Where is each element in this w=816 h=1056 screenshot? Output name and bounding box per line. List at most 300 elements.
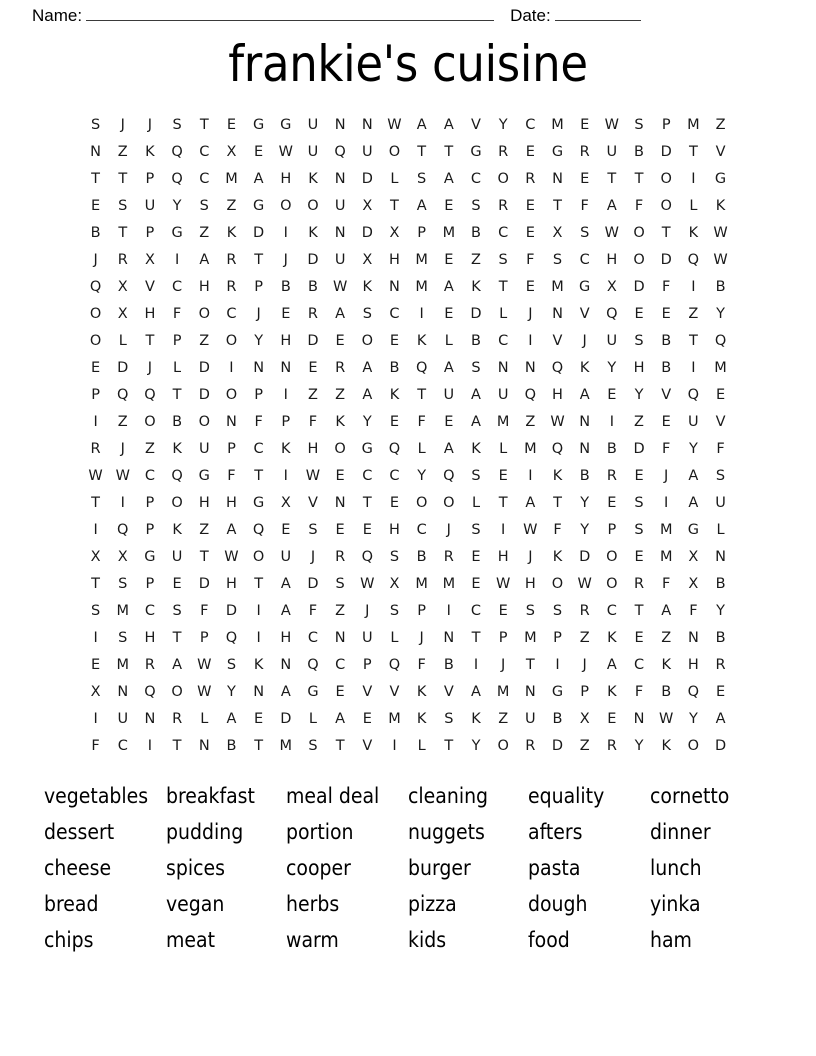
grid-cell[interactable]: N — [334, 225, 346, 241]
grid-cell[interactable]: S — [389, 603, 400, 619]
grid-cell[interactable]: A — [443, 117, 454, 133]
grid-cell[interactable]: P — [254, 279, 263, 295]
grid-cell[interactable]: N — [90, 144, 102, 160]
grid-cell[interactable]: E — [254, 144, 264, 160]
grid-cell[interactable]: E — [580, 171, 590, 187]
grid-cell[interactable]: B — [715, 279, 726, 295]
grid-cell[interactable]: Q — [388, 441, 401, 457]
grid-cell[interactable]: A — [172, 657, 183, 673]
grid-cell[interactable]: H — [497, 549, 509, 565]
grid-cell[interactable]: T — [688, 333, 698, 349]
grid-cell[interactable]: S — [417, 171, 427, 187]
word-list-item[interactable]: ham — [650, 928, 692, 952]
grid-cell[interactable]: F — [634, 198, 644, 214]
grid-cell[interactable]: S — [471, 468, 481, 484]
grid-cell[interactable]: S — [90, 117, 101, 133]
word-list-item[interactable]: pizza — [408, 892, 457, 916]
grid-cell[interactable]: D — [307, 576, 319, 592]
grid-cell[interactable]: R — [335, 360, 346, 376]
grid-cell[interactable]: D — [714, 738, 727, 754]
grid-cell[interactable]: I — [120, 495, 125, 511]
grid-cell[interactable]: C — [470, 603, 482, 619]
grid-cell[interactable]: K — [145, 144, 155, 160]
grid-cell[interactable]: W — [604, 117, 620, 133]
grid-cell[interactable]: V — [715, 144, 726, 160]
grid-cell[interactable]: K — [552, 549, 563, 565]
grid-cell[interactable]: Z — [498, 711, 509, 727]
grid-cell[interactable]: K — [715, 198, 726, 214]
grid-cell[interactable]: D — [198, 360, 210, 376]
grid-cell[interactable]: N — [361, 117, 373, 133]
grid-cell[interactable]: K — [308, 225, 318, 241]
word-list-item[interactable]: dough — [528, 892, 588, 916]
grid-cell[interactable]: M — [496, 414, 510, 430]
grid-cell[interactable]: N — [443, 630, 455, 646]
grid-cell[interactable]: A — [335, 711, 346, 727]
grid-cell[interactable]: F — [526, 252, 535, 268]
grid-cell[interactable]: J — [256, 306, 261, 322]
grid-cell[interactable]: B — [579, 468, 590, 484]
grid-cell[interactable]: O — [144, 414, 156, 430]
grid-cell[interactable]: L — [417, 441, 426, 457]
grid-cell[interactable]: B — [389, 360, 400, 376]
grid-cell[interactable]: I — [555, 657, 560, 673]
grid-cell[interactable]: Y — [227, 684, 236, 700]
grid-cell[interactable]: V — [552, 333, 563, 349]
grid-cell[interactable]: V — [579, 306, 590, 322]
grid-cell[interactable]: I — [93, 414, 98, 430]
grid-cell[interactable]: P — [145, 576, 155, 592]
grid-cell[interactable]: U — [280, 549, 292, 565]
grid-cell[interactable]: C — [199, 171, 210, 187]
grid-cell[interactable]: Q — [714, 333, 727, 349]
grid-cell[interactable]: I — [691, 279, 696, 295]
grid-cell[interactable]: T — [688, 144, 698, 160]
grid-cell[interactable]: P — [553, 630, 562, 646]
grid-cell[interactable]: E — [661, 306, 671, 322]
grid-cell[interactable]: C — [144, 603, 155, 619]
grid-cell[interactable]: B — [443, 657, 454, 673]
grid-cell[interactable]: I — [93, 711, 98, 727]
grid-cell[interactable]: J — [120, 117, 125, 133]
grid-cell[interactable]: J — [528, 306, 533, 322]
grid-cell[interactable]: F — [716, 441, 725, 457]
grid-cell[interactable]: C — [226, 306, 237, 322]
grid-cell[interactable]: R — [226, 279, 237, 295]
grid-cell[interactable]: F — [689, 603, 698, 619]
grid-cell[interactable]: Q — [524, 387, 537, 403]
grid-cell[interactable]: U — [334, 252, 346, 268]
grid-cell[interactable]: D — [633, 441, 645, 457]
grid-cell[interactable]: Y — [417, 468, 427, 484]
grid-cell[interactable]: N — [579, 414, 591, 430]
grid-cell[interactable]: T — [145, 333, 155, 349]
grid-cell[interactable]: J — [664, 468, 669, 484]
grid-cell[interactable]: U — [606, 333, 618, 349]
grid-cell[interactable]: C — [606, 603, 617, 619]
grid-cell[interactable]: E — [91, 198, 101, 214]
grid-cell[interactable]: A — [253, 171, 264, 187]
grid-cell[interactable]: K — [661, 657, 671, 673]
grid-cell[interactable]: C — [498, 333, 509, 349]
grid-cell[interactable]: M — [524, 441, 537, 457]
grid-cell[interactable]: Q — [144, 684, 156, 700]
grid-cell[interactable]: R — [633, 576, 645, 592]
grid-cell[interactable]: F — [172, 306, 182, 322]
grid-cell[interactable]: N — [117, 684, 129, 700]
grid-cell[interactable]: S — [580, 225, 590, 241]
grid-cell[interactable]: I — [419, 306, 424, 322]
grid-cell[interactable]: G — [252, 198, 265, 214]
grid-cell[interactable]: T — [172, 630, 182, 646]
grid-cell[interactable]: X — [688, 576, 699, 592]
word-list-item[interactable]: breakfast — [166, 784, 255, 808]
grid-cell[interactable]: I — [501, 522, 506, 538]
grid-cell[interactable]: L — [417, 738, 426, 754]
grid-cell[interactable]: J — [582, 333, 587, 349]
grid-cell[interactable]: Q — [606, 306, 618, 322]
grid-cell[interactable]: S — [634, 117, 644, 133]
grid-cell[interactable]: K — [607, 630, 617, 646]
grid-cell[interactable]: J — [582, 657, 587, 673]
grid-cell[interactable]: F — [91, 738, 100, 754]
grid-cell[interactable]: A — [471, 387, 481, 403]
grid-cell[interactable]: N — [253, 684, 265, 700]
grid-cell[interactable]: I — [229, 360, 234, 376]
grid-cell[interactable]: S — [90, 603, 101, 619]
grid-cell[interactable]: E — [335, 333, 345, 349]
grid-cell[interactable]: T — [417, 144, 427, 160]
grid-cell[interactable]: E — [525, 279, 535, 295]
grid-cell[interactable]: H — [198, 279, 210, 295]
grid-cell[interactable]: S — [172, 603, 182, 619]
grid-cell[interactable]: U — [144, 198, 156, 214]
grid-cell[interactable]: E — [362, 711, 372, 727]
grid-cell[interactable]: Q — [415, 360, 428, 376]
grid-cell[interactable]: D — [361, 171, 373, 187]
grid-cell[interactable]: W — [387, 117, 402, 133]
grid-cell[interactable]: V — [715, 414, 726, 430]
grid-cell[interactable]: P — [362, 657, 372, 673]
grid-cell[interactable]: T — [444, 738, 454, 754]
grid-cell[interactable]: H — [144, 630, 156, 646]
grid-cell[interactable]: L — [444, 333, 453, 349]
grid-cell[interactable]: W — [713, 252, 728, 268]
grid-cell[interactable]: S — [471, 360, 481, 376]
grid-cell[interactable]: P — [254, 387, 263, 403]
grid-cell[interactable]: Z — [688, 306, 699, 322]
grid-cell[interactable]: J — [528, 549, 533, 565]
grid-cell[interactable]: U — [497, 387, 509, 403]
grid-cell[interactable]: A — [280, 603, 291, 619]
grid-cell[interactable]: D — [307, 333, 319, 349]
grid-cell[interactable]: K — [661, 738, 671, 754]
grid-cell[interactable]: X — [606, 279, 617, 295]
grid-cell[interactable]: C — [335, 657, 346, 673]
grid-cell[interactable]: T — [118, 225, 128, 241]
grid-cell[interactable]: L — [499, 306, 508, 322]
grid-cell[interactable]: I — [283, 225, 288, 241]
grid-cell[interactable]: M — [415, 279, 428, 295]
grid-cell[interactable]: U — [715, 495, 726, 511]
grid-cell[interactable]: W — [713, 225, 728, 241]
grid-cell[interactable]: A — [579, 387, 590, 403]
grid-cell[interactable]: O — [307, 198, 319, 214]
grid-cell[interactable]: T — [335, 738, 345, 754]
grid-cell[interactable]: C — [416, 522, 427, 538]
grid-cell[interactable]: C — [389, 468, 400, 484]
grid-cell[interactable]: Z — [579, 738, 590, 754]
grid-cell[interactable]: L — [200, 711, 209, 727]
word-list-item[interactable]: vegetables — [44, 784, 149, 808]
grid-cell[interactable]: Z — [335, 387, 346, 403]
grid-cell[interactable]: O — [171, 495, 183, 511]
grid-cell[interactable]: G — [198, 468, 210, 484]
grid-cell[interactable]: B — [471, 333, 481, 349]
grid-cell[interactable]: D — [470, 306, 482, 322]
grid-cell[interactable]: G — [470, 144, 482, 160]
grid-cell[interactable]: C — [307, 630, 319, 646]
grid-cell[interactable]: N — [552, 306, 563, 322]
grid-cell[interactable]: Q — [117, 387, 129, 403]
grid-cell[interactable]: T — [254, 252, 264, 268]
grid-cell[interactable]: Q — [687, 684, 700, 700]
grid-cell[interactable]: M — [659, 522, 673, 538]
grid-cell[interactable]: G — [252, 495, 265, 511]
grid-cell[interactable]: P — [227, 441, 236, 457]
grid-cell[interactable]: L — [471, 495, 481, 511]
grid-cell[interactable]: E — [172, 576, 182, 592]
grid-cell[interactable]: Y — [634, 387, 644, 403]
grid-cell[interactable]: X — [117, 279, 128, 295]
grid-cell[interactable]: M — [714, 360, 727, 376]
grid-cell[interactable]: O — [660, 198, 672, 214]
grid-cell[interactable]: R — [443, 549, 454, 565]
grid-cell[interactable]: U — [443, 387, 455, 403]
grid-cell[interactable]: S — [389, 549, 400, 565]
grid-cell[interactable]: T — [553, 495, 562, 511]
grid-cell[interactable]: T — [661, 225, 671, 241]
grid-cell[interactable]: K — [253, 657, 264, 673]
word-list-item[interactable]: kids — [408, 928, 447, 952]
grid-cell[interactable]: P — [661, 117, 671, 133]
grid-cell[interactable]: W — [495, 576, 511, 592]
grid-cell[interactable]: U — [307, 144, 319, 160]
grid-cell[interactable]: W — [550, 414, 565, 430]
grid-cell[interactable]: B — [307, 279, 318, 295]
grid-cell[interactable]: P — [417, 225, 427, 241]
grid-cell[interactable]: X — [579, 711, 590, 727]
grid-cell[interactable]: N — [334, 495, 346, 511]
grid-cell[interactable]: J — [283, 252, 288, 268]
word-list-item[interactable]: afters — [528, 820, 583, 844]
grid-cell[interactable]: H — [389, 522, 400, 538]
grid-cell[interactable]: V — [308, 495, 318, 511]
grid-cell[interactable]: O — [171, 684, 183, 700]
grid-cell[interactable]: K — [552, 468, 563, 484]
grid-cell[interactable]: N — [226, 414, 237, 430]
grid-cell[interactable]: R — [606, 468, 617, 484]
grid-cell[interactable]: Z — [117, 144, 128, 160]
grid-cell[interactable]: P — [607, 522, 617, 538]
grid-cell[interactable]: E — [634, 630, 644, 646]
grid-cell[interactable]: P — [172, 333, 182, 349]
grid-cell[interactable]: Y — [688, 441, 698, 457]
grid-cell[interactable]: J — [93, 252, 98, 268]
grid-cell[interactable]: U — [688, 414, 699, 430]
grid-cell[interactable]: P — [417, 603, 427, 619]
grid-cell[interactable]: P — [145, 495, 155, 511]
word-list-item[interactable]: cheese — [44, 856, 112, 880]
grid-cell[interactable]: Q — [687, 387, 700, 403]
grid-cell[interactable]: H — [225, 495, 237, 511]
grid-cell[interactable]: S — [634, 495, 644, 511]
grid-cell[interactable]: S — [634, 333, 644, 349]
grid-cell[interactable]: I — [446, 603, 451, 619]
grid-cell[interactable]: E — [335, 468, 345, 484]
grid-cell[interactable]: U — [198, 441, 210, 457]
grid-cell[interactable]: Q — [307, 657, 319, 673]
grid-cell[interactable]: N — [579, 441, 591, 457]
grid-cell[interactable]: A — [199, 252, 210, 268]
grid-cell[interactable]: A — [471, 414, 481, 430]
grid-cell[interactable]: C — [144, 468, 155, 484]
grid-cell[interactable]: Y — [716, 603, 725, 619]
grid-cell[interactable]: Q — [171, 171, 183, 187]
grid-cell[interactable]: X — [90, 684, 101, 700]
grid-cell[interactable]: J — [147, 360, 153, 376]
grid-cell[interactable]: K — [416, 333, 427, 349]
grid-cell[interactable]: Z — [634, 414, 644, 430]
grid-cell[interactable]: S — [362, 306, 372, 322]
grid-cell[interactable]: E — [389, 414, 400, 430]
grid-cell[interactable]: U — [307, 117, 319, 133]
grid-cell[interactable]: T — [498, 495, 508, 511]
grid-cell[interactable]: Q — [361, 549, 374, 565]
grid-cell[interactable]: A — [226, 711, 237, 727]
grid-cell[interactable]: L — [173, 360, 182, 376]
grid-cell[interactable]: E — [661, 414, 671, 430]
grid-cell[interactable]: W — [278, 144, 293, 160]
grid-cell[interactable]: J — [147, 117, 153, 133]
grid-cell[interactable]: A — [335, 306, 346, 322]
grid-cell[interactable]: D — [225, 603, 238, 619]
grid-cell[interactable]: F — [200, 603, 209, 619]
grid-cell[interactable]: G — [687, 522, 699, 538]
word-list-item[interactable]: cleaning — [408, 784, 489, 808]
grid-cell[interactable]: A — [226, 522, 237, 538]
grid-cell[interactable]: E — [91, 657, 101, 673]
grid-cell[interactable]: S — [444, 711, 454, 727]
grid-cell[interactable]: N — [334, 171, 346, 187]
grid-cell[interactable]: O — [198, 414, 210, 430]
grid-cell[interactable]: O — [687, 738, 700, 754]
grid-cell[interactable]: I — [283, 387, 288, 403]
grid-cell[interactable]: E — [444, 414, 454, 430]
grid-cell[interactable]: M — [442, 576, 456, 592]
grid-cell[interactable]: S — [308, 522, 318, 538]
grid-cell[interactable]: E — [715, 387, 726, 403]
grid-cell[interactable]: K — [471, 279, 481, 295]
grid-cell[interactable]: G — [280, 117, 292, 133]
grid-cell[interactable]: E — [308, 360, 318, 376]
grid-cell[interactable]: H — [280, 630, 292, 646]
grid-cell[interactable]: O — [225, 333, 238, 349]
grid-cell[interactable]: G — [579, 279, 591, 295]
grid-cell[interactable]: J — [310, 549, 316, 565]
grid-cell[interactable]: Z — [715, 117, 726, 133]
grid-cell[interactable]: A — [443, 441, 454, 457]
grid-cell[interactable]: M — [659, 549, 673, 565]
grid-cell[interactable]: A — [688, 495, 699, 511]
grid-cell[interactable]: G — [361, 441, 373, 457]
grid-cell[interactable]: W — [604, 225, 620, 241]
grid-cell[interactable]: N — [253, 360, 265, 376]
word-list-item[interactable]: pasta — [528, 856, 581, 880]
grid-cell[interactable]: A — [362, 387, 373, 403]
grid-cell[interactable]: A — [416, 117, 427, 133]
grid-cell[interactable]: O — [415, 495, 428, 511]
grid-cell[interactable]: X — [117, 549, 128, 565]
grid-cell[interactable]: A — [280, 684, 291, 700]
grid-cell[interactable]: I — [256, 630, 261, 646]
word-list-item[interactable]: cornetto — [650, 784, 730, 808]
grid-cell[interactable]: T — [254, 468, 264, 484]
grid-cell[interactable]: S — [172, 117, 182, 133]
grid-cell[interactable]: A — [715, 711, 726, 727]
grid-cell[interactable]: V — [471, 117, 481, 133]
grid-cell[interactable]: Z — [199, 522, 210, 538]
grid-cell[interactable]: Z — [471, 252, 481, 268]
grid-cell[interactable]: Z — [525, 414, 536, 430]
grid-cell[interactable]: V — [443, 684, 454, 700]
grid-cell[interactable]: G — [551, 144, 564, 160]
grid-cell[interactable]: A — [443, 279, 454, 295]
grid-cell[interactable]: G — [307, 684, 319, 700]
grid-cell[interactable]: N — [687, 630, 699, 646]
grid-cell[interactable]: M — [388, 711, 401, 727]
grid-cell[interactable]: A — [443, 171, 454, 187]
grid-cell[interactable]: U — [606, 144, 618, 160]
grid-cell[interactable]: K — [471, 441, 481, 457]
word-list-item[interactable]: burger — [408, 856, 471, 880]
grid-cell[interactable]: Z — [335, 603, 346, 619]
grid-cell[interactable]: P — [580, 684, 590, 700]
grid-cell[interactable]: H — [552, 387, 563, 403]
grid-cell[interactable]: U — [525, 711, 536, 727]
grid-cell[interactable]: U — [361, 630, 373, 646]
grid-cell[interactable]: A — [362, 360, 373, 376]
word-search-grid[interactable] — [82, 112, 734, 760]
word-list-item[interactable]: lunch — [650, 856, 702, 880]
grid-cell[interactable]: Y — [254, 333, 264, 349]
grid-cell[interactable]: E — [525, 198, 535, 214]
grid-cell[interactable]: I — [691, 171, 696, 187]
grid-cell[interactable]: L — [390, 630, 399, 646]
grid-cell[interactable]: Q — [687, 252, 700, 268]
grid-cell[interactable]: K — [389, 387, 400, 403]
grid-cell[interactable]: Q — [551, 441, 564, 457]
grid-cell[interactable]: Y — [362, 414, 372, 430]
grid-cell[interactable]: D — [307, 252, 319, 268]
grid-cell[interactable]: M — [415, 252, 428, 268]
grid-cell[interactable]: P — [145, 171, 155, 187]
grid-cell[interactable]: K — [416, 684, 427, 700]
grid-cell[interactable]: F — [662, 279, 671, 295]
grid-cell[interactable]: H — [280, 171, 292, 187]
grid-cell[interactable]: M — [496, 684, 510, 700]
grid-cell[interactable]: V — [362, 738, 373, 754]
